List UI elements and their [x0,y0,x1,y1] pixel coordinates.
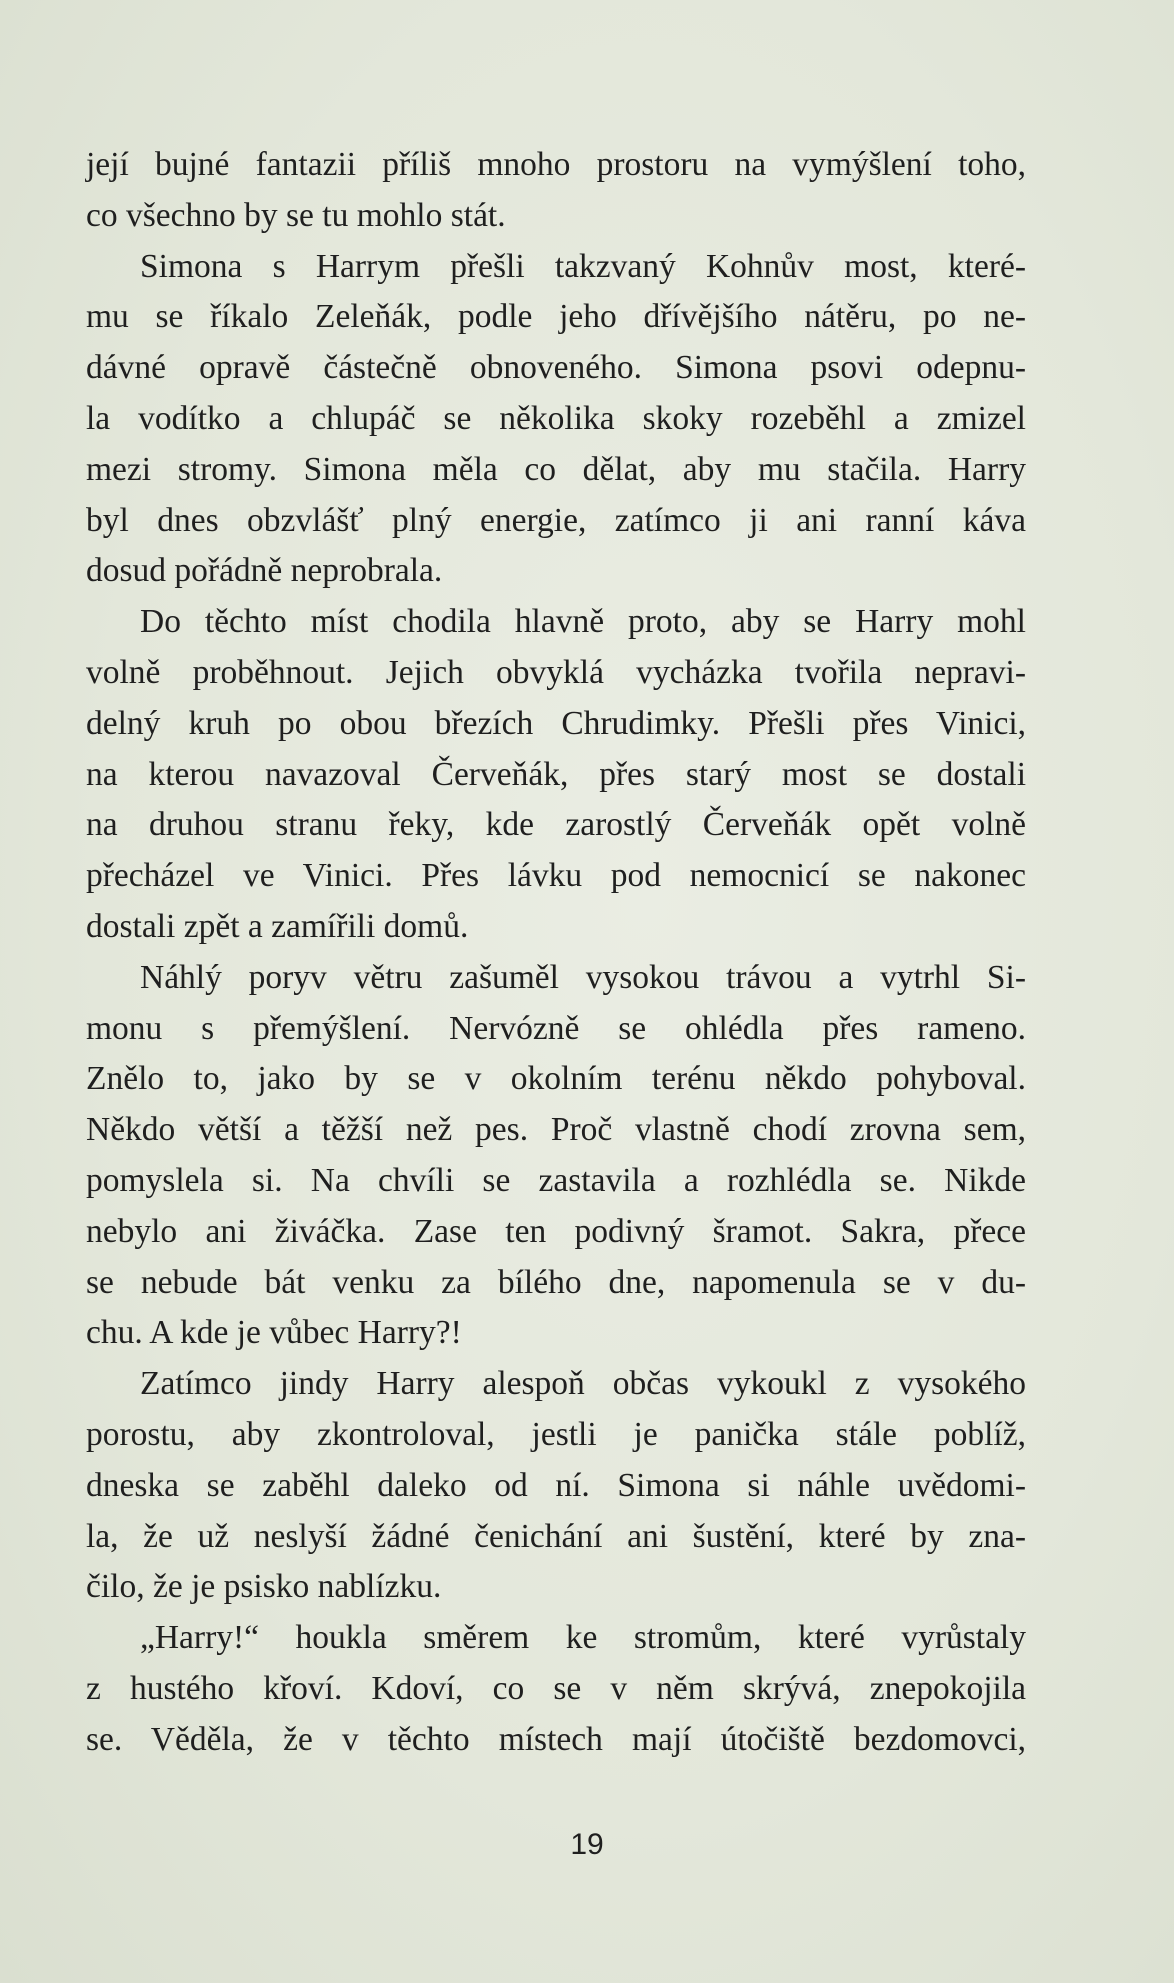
text-line: Zatímco jindy Harry alespoň občas vykoukl z vysokého [140,1365,1026,1403]
text-line: la, že už neslyší žádné čenichání ani šustění, které by zna- [86,1517,1026,1555]
text-line: dneska se zaběhl daleko od ní. Simona si náhle uvědomi- [86,1466,1026,1504]
text-line: Znělo to, jako by se v okolním terénu někdo pohyboval. [86,1060,1026,1098]
text-line: z hustého křoví. Kdoví, co se v něm skrývá, znepokojila [86,1669,1026,1707]
text-line: Do těchto míst chodila hlavně proto, aby se Harry mohl [140,603,1026,641]
text-line: mu se říkalo Zeleňák, podle jeho dřívějšího nátěru, po ne- [86,298,1026,336]
text-line: dávné opravě částečně obnoveného. Simona psovi odepnu- [86,349,1026,387]
text-line: chu. A kde je vůbec Harry?! [86,1314,462,1352]
text-line: Někdo větší a těžší než pes. Proč vlastně chodí zrovna sem, [86,1111,1026,1149]
text-line: mezi stromy. Simona měla co dělat, aby mu stačila. Harry [86,450,1026,488]
text-line: se. Věděla, že v těchto místech mají útočiště bezdomovci, [86,1720,1026,1758]
text-line: na kterou navazoval Červeňák, přes starý most se dostali [86,755,1026,793]
text-line: dosud pořádně neprobrala. [86,552,443,590]
text-line: Simona s Harrym přešli takzvaný Kohnův most, které- [140,247,1026,285]
body-text [86,140,1026,1766]
text-line: byl dnes obzvlášť plný energie, zatímco ji ani ranní káva [86,501,1026,539]
text-line: pomyslela si. Na chvíli se zastavila a rozhlédla se. Nikde [86,1161,1026,1199]
text-line: její bujné fantazii příliš mnoho prostoru na vymýšlení toho, [86,146,1026,183]
text-line: co všechno by se tu mohlo stát. [86,196,506,234]
text-line: la vodítko a chlupáč se několika skoky rozeběhl a zmizel [86,399,1026,437]
text-line: na druhou stranu řeky, kde zarostlý Červeňák opět volně [86,806,1026,844]
text-line: se nebude bát venku za bílého dne, napomenula se v du- [86,1263,1026,1301]
text-line: nebylo ani živáčka. Zase ten podivný šramot. Sakra, přece [86,1212,1026,1250]
text-line: dostali zpět a zamířili domů. [86,907,469,945]
text-line: monu s přemýšlení. Nervózně se ohlédla přes rameno. [86,1009,1026,1047]
text-line: čilo, že je psisko nablízku. [86,1568,442,1606]
text-line: delný kruh po obou březích Chrudimky. Přešli přes Vinici, [86,704,1026,742]
text-line: „Harry!“ houkla směrem ke stromům, které vyrůstaly [140,1619,1026,1657]
text-line: volně proběhnout. Jejich obvyklá vycházka tvořila nepravi- [86,653,1026,691]
text-line: porostu, aby zkontroloval, jestli je panička stále poblíž, [86,1415,1026,1453]
page-number: 19 [570,1828,604,1861]
text-line: přecházel ve Vinici. Přes lávku pod nemocnicí se nakonec [86,857,1026,895]
text-line: Náhlý poryv větru zašuměl vysokou trávou a vytrhl Si- [140,958,1026,996]
